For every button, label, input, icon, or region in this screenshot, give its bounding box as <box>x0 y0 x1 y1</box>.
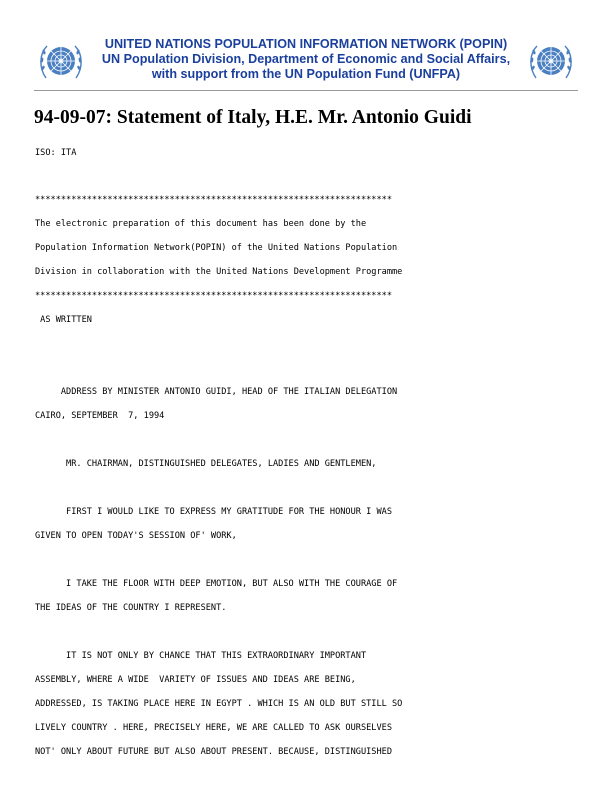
body-line: THE IDEAS OF THE COUNTRY I REPRESENT. <box>35 603 227 613</box>
preparation-note-line: The electronic preparation of this document has been done by the <box>35 219 367 229</box>
header-divider <box>34 90 578 91</box>
address-heading: ADDRESS BY MINISTER ANTONIO GUIDI, HEAD OF THE ITALIAN DELEGATION <box>35 387 398 397</box>
body-line: IT IS NOT ONLY BY CHANCE THAT THIS EXTRAORDINARY IMPORTANT <box>35 651 367 661</box>
body-line: ADDRESSED, IS TAKING PLACE HERE IN EGYPT . WHICH IS AN OLD BUT STILL SO <box>35 699 403 709</box>
document-title: 94-09-07: Statement of Italy, H.E. Mr. Antonio Guidi <box>34 107 472 128</box>
separator-line: ********************************************************************* <box>35 195 392 205</box>
preparation-note-line: Division in collaboration with the United Nations Development Programme <box>35 267 403 277</box>
body-line: I TAKE THE FLOOR WITH DEEP EMOTION, BUT ALSO WITH THE COURAGE OF <box>35 579 398 589</box>
body-line: LIVELY COUNTRY . HERE, PRECISELY HERE, WE ARE CALLED TO ASK OURSELVES <box>35 723 392 733</box>
body-line: GIVEN TO OPEN TODAY'S SESSION OF' WORK, <box>35 531 237 541</box>
separator-line: ********************************************************************* <box>35 291 392 301</box>
iso-code: ISO: ITA <box>35 148 77 158</box>
un-emblem-icon <box>37 38 85 86</box>
header-line-3: with support from the UN Population Fund (UNFPA) <box>151 67 461 81</box>
body-line: FIRST I WOULD LIKE TO EXPRESS MY GRATITUDE FOR THE HONOUR I WAS <box>35 507 392 517</box>
header-line-1: UNITED NATIONS POPULATION INFORMATION NETWORK (POPIN) <box>104 37 508 51</box>
header-line-2: UN Population Division, Department of Economic and Social Affairs, <box>101 52 511 66</box>
preparation-note-line: Population Information Network(POPIN) of the United Nations Population <box>35 243 398 253</box>
as-written-note: AS WRITTEN <box>35 315 92 325</box>
page-header <box>0 34 612 90</box>
body-line: ASSEMBLY, WHERE A WIDE VARIETY OF ISSUES AND IDEAS ARE BEING, <box>35 675 356 685</box>
body-line: NOT' ONLY ABOUT FUTURE BUT ALSO ABOUT PRESENT. BECAUSE, DISTINGUISHED <box>35 747 392 757</box>
header-text <box>90 37 522 82</box>
un-emblem-icon <box>527 38 575 86</box>
salutation: MR. CHAIRMAN, DISTINGUISHED DELEGATES, LADIES AND GENTLEMEN, <box>35 459 377 469</box>
place-date: CAIRO, SEPTEMBER 7, 1994 <box>35 411 165 421</box>
